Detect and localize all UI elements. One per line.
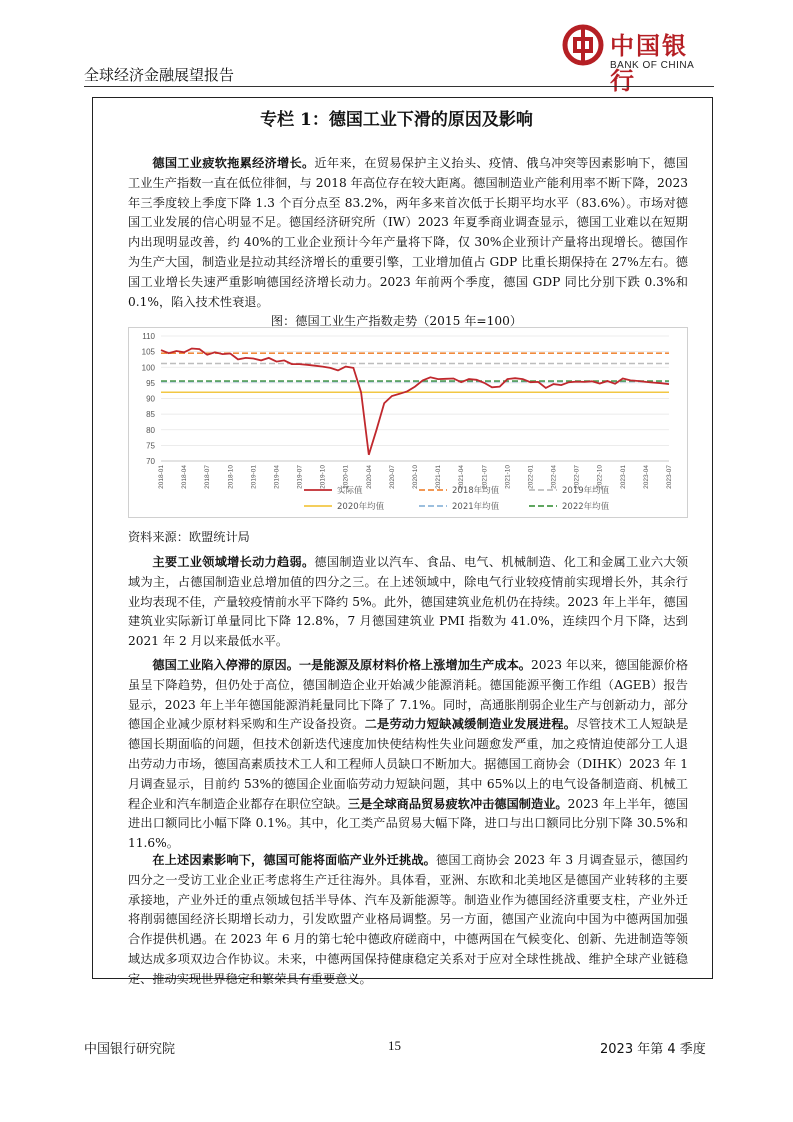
x-tick-label: 2018-04 xyxy=(181,465,189,489)
logo-english-name: BANK OF CHINA xyxy=(610,60,695,71)
column-title: 专栏 1：德国工业下滑的原因及影响 xyxy=(260,110,533,130)
y-tick-label: 85 xyxy=(146,410,155,420)
y-tick-label: 80 xyxy=(146,425,155,435)
x-tick-label: 2023-04 xyxy=(642,465,650,489)
paragraph-4 xyxy=(128,851,688,990)
page-number: 15 xyxy=(388,1038,401,1053)
y-tick-label: 70 xyxy=(146,457,155,466)
y-tick-label: 95 xyxy=(146,378,155,388)
legend-label: 2020年均值 xyxy=(337,502,385,512)
x-tick-label: 2020-01 xyxy=(342,465,350,489)
bank-logo xyxy=(562,24,712,95)
x-tick-label: 2022-07 xyxy=(573,465,581,489)
y-tick-label: 110 xyxy=(142,332,155,341)
legend-label: 实际值 xyxy=(337,486,363,496)
x-tick-label: 2022-10 xyxy=(596,465,604,489)
x-tick-label: 2022-01 xyxy=(527,465,535,489)
x-tick-label: 2018-10 xyxy=(227,465,235,489)
y-tick-label: 105 xyxy=(141,347,155,357)
actual-value-line xyxy=(161,349,669,455)
paragraph-2-body: 德国制造业以汽车、食品、电气、机械制造、化工和金属工业六大领域为主，占德国制造业总增加值的四分之三。在上述领域中，除电气行业较疫情前实现增长外，其余行业均表现不佳，产量较疫情前水平下降约 5%。此外，德国建筑业危机仍在持续。2023 年上半年，德国建筑业实际新订单量同比下降 12.8%，7 月德国建筑业 PMI 指数为 41.0%，连续四个月下降，达到 2021 年 2 月以来最低水平。 xyxy=(128,555,689,649)
paragraph-4-lead: 在上述因素影响下，德国可能将面临产业外迁挑战。 xyxy=(152,853,436,867)
x-tick-label: 2020-10 xyxy=(412,465,419,489)
paragraph-3-point-2: 二是劳动力短缺减缓制造业发展进程。 xyxy=(364,717,577,732)
x-tick-label: 2023-07 xyxy=(666,465,673,489)
legend-label: 2018年均值 xyxy=(452,486,500,496)
x-tick-label: 2020-07 xyxy=(388,465,396,489)
legend-label: 2019年均值 xyxy=(562,486,610,496)
paragraph-3-point-3: 三是全球商品贸易疲软冲击德国制造业。 xyxy=(347,796,568,811)
x-tick-label: 2022-04 xyxy=(550,465,558,489)
paragraph-3-text-1: 2023 年以来，德国能源价格虽呈下降趋势，但仍处于高位，德国制造企业开始减少能源消耗。德国能源平衡工作组（AGEB）报告显示，2023 年上半年德国能源消耗量同比下降了 7.1%。同时，高通胀削弱企业生产与创新动力，部分德国企业减少原材料采购和生产设备投资。 xyxy=(128,658,689,732)
x-tick-label: 2020-04 xyxy=(365,465,373,489)
x-tick-label: 2021-10 xyxy=(504,465,512,489)
x-tick-label: 2019-07 xyxy=(296,465,304,489)
x-tick-label: 2019-04 xyxy=(273,465,281,489)
header-divider xyxy=(84,86,714,87)
legend-label: 2021年均值 xyxy=(452,502,500,512)
legend-label: 2022年均值 xyxy=(562,502,610,512)
paragraph-3-text-2: 尽管技术工人短缺是德国长期面临的问题，但技术创新迭代速度加快使结构性失业问题愈发严重，加之疫情迫使部分工人退出劳动力市场，德国高素质技术工人和工程师人员缺口不断加大。据德国工商协会（DIHK）2023 年 1 月调查显示，目前约 53%的德国企业面临劳动力短缺问题，其中 65%以上的电气设备制造商、机械工程企业和汽车制造企业都存在职位空缺。 xyxy=(128,717,689,811)
paragraph-2-lead: 主要工业领域增长动力趋弱。 xyxy=(152,555,315,569)
paragraph-1 xyxy=(128,154,688,312)
chart-container xyxy=(128,327,688,518)
paragraph-4-body: 德国工商协会 2023 年 3 月调查显示，德国约四分之一受访工业企业正考虑将生产迁往海外。具体看，亚洲、东欧和北美地区是德国产业转移的主要承接地，产业外迁的重点领域包括半导体、汽车及新能源等。制造业作为德国经济重要支柱，产业外迁将削弱德国经济长期增长动力，引发欧盟产业格局调整。另一方面，德国产业流向中国为中德两国加强合作提供机遇。在 2023 年 6 月的第七轮中德政府磋商中，中德两国在气候变化、创新、先进制造等领域达成多项双边合作协议。未来，中德两国保持健康稳定关系对于应对全球性挑战、维护全球产业链稳定、推动实现世界稳定和繁荣具有重要意义。 xyxy=(128,853,688,986)
x-tick-label: 2021-04 xyxy=(458,465,466,489)
report-title: 全球经济金融展望报告 xyxy=(84,66,235,84)
x-tick-label: 2018-01 xyxy=(158,465,165,489)
paragraph-3 xyxy=(128,656,688,854)
y-tick-label: 75 xyxy=(146,441,155,451)
figure-caption: 图：德国工业生产指数走势（2015 年=100） xyxy=(270,314,523,328)
paragraph-3-point-1: 一是能源及原材料价格上涨增加生产成本。 xyxy=(298,658,531,672)
y-tick-label: 100 xyxy=(141,363,155,373)
x-tick-label: 2018-07 xyxy=(204,465,212,489)
figure-source: 资料来源：欧盟统计局 xyxy=(128,530,250,544)
x-tick-label: 2021-07 xyxy=(481,465,489,489)
paragraph-1-body: 近年来，在贸易保护主义抬头、疫情、俄乌冲突等因素影响下，德国工业生产指数一直在低位徘徊，与 2018 年高位存在较大距离。德国制造业产能利用率不断下降，2023 年三季度较上季度下降 1.3 个百分点至 83.2%，两年多来首次低于长期平均水平（83.6%）。市场对德国工业发展的信心明显不足。德国经济研究所（IW）2023 年夏季商业调查显示，德国工业难以在短期内出现明显改善，约 40%的工业企业预计今年产量将下降，仅 30%企业预计产量将出现增长。德国作为生产大国，制造业是拉动其经济增长的重要引擎，工业增加值占 GDP 比重长期保持在 27%左右。德国工业增长失速严重影响德国经济增长动力。2023 年前两个季度，德国 GDP 同比分别下跌 0.3%和 0.1%，陷入技术性衰退。 xyxy=(128,156,689,309)
footer-institute: 中国银行研究院 xyxy=(84,1042,176,1057)
logo-chinese-name: 中国银行 xyxy=(610,31,688,95)
paragraph-3-lead: 德国工业陷入停滞的原因。 xyxy=(152,658,299,672)
x-tick-label: 2019-10 xyxy=(319,465,327,489)
industrial-production-chart xyxy=(129,328,687,517)
y-tick-label: 90 xyxy=(146,394,155,404)
paragraph-1-lead: 德国工业疲软拖累经济增长。 xyxy=(152,156,315,170)
x-tick-label: 2019-01 xyxy=(250,465,258,489)
x-tick-label: 2023-01 xyxy=(619,465,627,489)
paragraph-2 xyxy=(128,553,688,652)
paragraph-3-text-3: 2023 年上半年，德国进出口额同比小幅下降 0.1%。其中，化工类产品贸易大幅下降，进口与出口额同比分别下降 30.5%和 11.6%。 xyxy=(128,796,689,851)
x-tick-label: 2021-01 xyxy=(435,465,443,489)
footer-quarter: 2023 年第 4 季度 xyxy=(600,1042,706,1057)
bank-logo-icon xyxy=(562,24,604,66)
